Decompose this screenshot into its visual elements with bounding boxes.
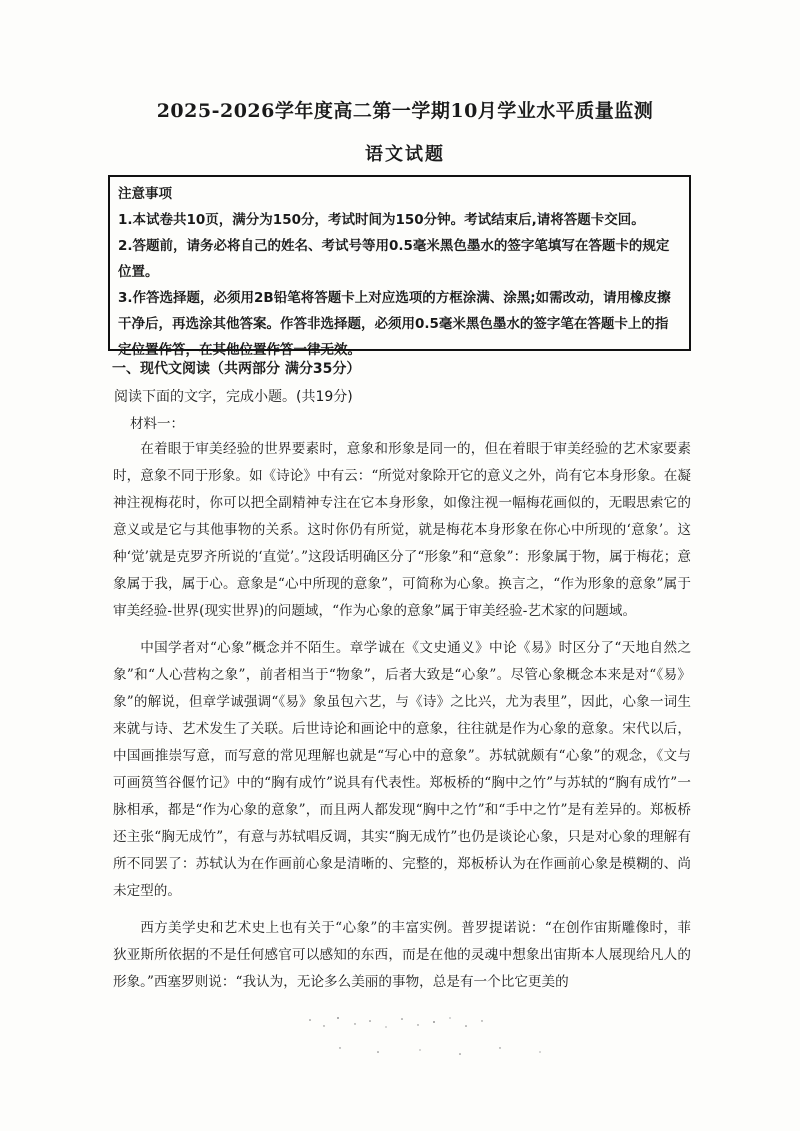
notice-box xyxy=(108,175,691,358)
exam-subtitle: 语文试题 xyxy=(365,144,445,165)
passage-paragraph: 在着眼于审美经验的世界要素时，意象和形象是同一的，但在着眼于审美经验的艺术家要素时，意象不同于形象。如《诗论》中有云：“所觉对象除开它的意义之外，尚有它本身形象。在凝神注视梅花时，你可以把全副精神专注在它本身形象，如像注视一幅梅花画似的，无暇思索它的意义或是它与其他事物的关系。这时你仍有所觉，就是梅花本身形象在你心中所现的‘意象’。这种‘觉’就是克罗齐所说的‘直觉’。”这段话明确区分了“形象”和“意象”：形象属于物，属于梅花；意象属于我，属于心。意象是“心中所现的意象”，可简称为心象。换言之，“作为形象的意象”属于审美经验-世界(现实世界)的问题域，“作为心象的意象”属于审美经验-艺术家的问题域。 xyxy=(113,441,691,619)
notice-heading: 注意事项 xyxy=(118,186,172,202)
exam-title: 2025-2026学年度高二第一学期10月学业水平质量监测 xyxy=(156,100,654,122)
notice-item: 1.本试卷共10页，满分为150分，考试时间为150分钟。考试结束后,请将答题卡交回。 xyxy=(118,212,645,228)
passage-paragraph: 西方美学史和艺术史上也有关于“心象”的丰富实例。普罗提诺说：“在创作宙斯雕像时，菲狄亚斯所依据的不是任何感官可以感知的东西，而是在他的灵魂中想象出宙斯本人展现给凡人的形象。”西塞罗则说：“我认为，无论多么美丽的事物，总是有一个比它更美的 xyxy=(113,920,691,990)
passage-body xyxy=(113,436,691,1006)
reading-instruction: 阅读下面的文字，完成小题。(共19分) xyxy=(114,389,353,405)
section-heading: 一、现代文阅读（共两部分 满分35分） xyxy=(112,361,361,377)
scan-noise-speckles xyxy=(300,1012,600,1062)
material-label: 材料一： xyxy=(130,416,184,432)
notice-item: 2.答题前，请务必将自己的姓名、考试号等用0.5毫米黑色墨水的签字笔填写在答题卡的规定位置。 xyxy=(118,238,670,280)
notice-item: 3.作答选择题，必须用2B铅笔将答题卡上对应选项的方框涂满、涂黑;如需改动，请用橡皮擦干净后，再选涂其他答案。作答非选择题，必须用0.5毫米黑色墨水的签字笔在答题卡上的指定位置作答，在其他位置作答一律无效。 xyxy=(118,290,671,358)
passage-paragraph: 中国学者对“心象”概念并不陌生。章学诚在《文史通义》中论《易》时区分了“天地自然之象”和“人心营构之象”，前者相当于“物象”，后者大致是“心象”。尽管心象概念本来是对“《易》象”的解说，但章学诚强调“《易》象虽包六艺，与《诗》之比兴，尤为表里”，因此，心象一词生来就与诗、艺术发生了关联。后世诗论和画论中的意象，往往就是作为心象的意象。宋代以后，中国画推崇写意，而写意的常见理解也就是“写心中的意象”。苏轼就颇有“心象”的观念，《文与可画筼筜谷偃竹记》中的“胸有成竹”说具有代表性。郑板桥的“胸中之竹”与苏轼的“胸有成竹”一脉相承，都是“作为心象的意象”，而且两人都发现“胸中之竹”和“手中之竹”是有差异的。郑板桥还主张“胸无成竹”，有意与苏轼唱反调，其实“胸无成竹”也仍是谈论心象，只是对心象的理解有所不同罢了：苏轼认为在作画前心象是清晰的、完整的，郑板桥认为在作画前心象是模糊的、尚未定型的。 xyxy=(113,640,691,899)
